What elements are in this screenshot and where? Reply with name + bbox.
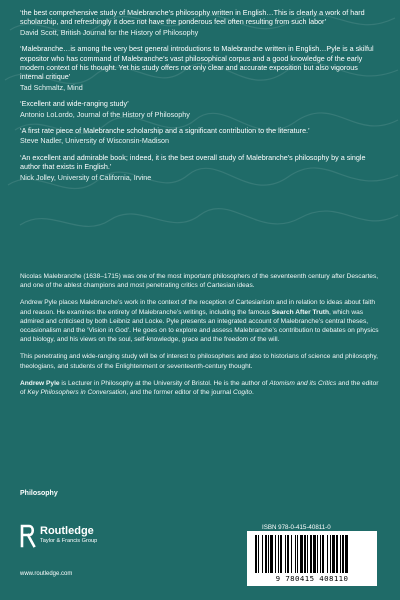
barcode-bar [317,535,318,573]
barcode-bar [278,535,279,573]
author-bio [20,379,380,397]
quote-source: Nick Jolley, University of California, Irvine [20,172,152,182]
quote-text: ‘An excellent and admirable book; indeed, it is the best overall study of Malebranche’s philosophy by a single author that exists in English.’ [20,152,366,172]
review-quote [20,44,380,92]
review-quote [20,153,380,182]
journal-title: Cogito [232,389,253,397]
barcode-bar [291,535,292,573]
barcode-bar [310,535,312,573]
barcode-bar [280,535,282,573]
book-title-search-after-truth: Search After Truth [271,308,329,316]
review-quote [20,99,380,119]
barcode-bar [295,535,296,573]
barcode-bar [330,535,331,573]
publisher-name: Routledge [40,525,94,537]
quote-source: Steve Nadler, University of Wisconsin-Madison [20,136,169,146]
isbn-label: ISBN 978-0-415-40811-0 [262,524,331,531]
barcode-bar [255,535,257,573]
author-name: Andrew Pyle [20,379,60,387]
description-paragraph [20,298,380,344]
barcode-bar [313,535,316,573]
barcode-bars [247,531,377,575]
publisher-subtitle: Taylor & Francis Group [40,538,98,544]
barcode-bar [265,535,267,573]
description-paragraph: Nicolas Malebranche (1638–1715) was one of the most important philosophers of the seventeenth century after Descartes, and one of the ablest champions and most penetrating critics of Cartesian ideas. [20,273,379,290]
review-quote [20,126,380,146]
barcode-bar [275,535,276,573]
publisher-website[interactable]: www.routledge.com [20,571,73,577]
barcode-bar [270,535,273,573]
barcode-bar [285,535,286,573]
quote-text: ‘Excellent and wide-ranging study’ [20,99,129,109]
barcode-bar [258,535,259,573]
quote-text: ‘the best comprehensive study of Malebranche’s philosophy written in English…This is clearly a work of hard scholarship, and refreshingly it does not have the ponderous feel often resulting from such labor’ [20,8,365,27]
barcode-bar [332,535,335,573]
barcode-bar [268,535,269,573]
quote-text: ‘A first rate piece of Malebranche scholarship and a significant contribution to the literature.’ [20,126,310,136]
barcode-bar [307,535,308,573]
barcode-bar [287,535,289,573]
author-book-title: Key Philosophers in Conversation [27,389,127,397]
description-text: , which was admired and criticised by both Leibniz and Locke. Pyle presents an integrated account of Malebranche’s central theses, occasionalism and the ‘Vision in God’. He goes on to explore and assess Malebranche’s contribution to debates on physics and biology, and his views on the soul, self-knowledge, grace and the freedom of the will. [20,308,379,344]
barcode-bar [297,535,298,573]
routledge-r-logo-icon [20,524,36,548]
barcode-number: 9 780415 408110 [275,574,349,583]
description-paragraph: This penetrating and wide-ranging study will be of interest to philosophers and also to historians of science and philosophy, theologians, and students of the Enlightenment or seventeenth-century thought. [20,353,378,370]
quote-source: David Scott, British Journal for the History of Philosophy [20,27,199,37]
author-bio-text: , and the former editor of the journal [126,389,233,397]
author-book-title: Atomism and its Critics [269,379,337,387]
barcode [247,531,377,586]
review-quotes [20,8,380,189]
book-description [20,272,380,405]
author-bio-text: . [252,389,254,397]
subject-category: Philosophy [20,490,58,497]
quote-text: ‘Malebranche…is among the very best general introductions to Malebranche written in English…Pyle is a skilful expositor who has command of Malebranche’s vast philosophical corpus and a good knowledge of the early modern context of his thought. Yet his study offers not only clear and accurate exposition but also vigorous internal critique’ [20,44,374,82]
quote-source: Tad Schmaltz, Mind [20,82,83,92]
description-text: Andrew Pyle places Malebranche’s work in the context of the reception of Cartesianism and in relation to ideas about faith and reason. He examines the entirety of Malebranche’s writings, including the famous [20,299,376,316]
barcode-bar [340,535,341,573]
quote-source: Antonio LoLordo, Journal of the History of Philosophy [20,109,190,119]
barcode-bar [320,535,321,573]
barcode-bar [345,535,348,573]
publisher-logo [20,524,160,550]
barcode-bar [300,535,303,573]
author-bio-text: and the editor of [20,379,379,397]
review-quote [20,8,380,37]
barcode-bar [327,535,328,573]
barcode-bar [304,535,306,573]
barcode-bar [322,535,324,573]
barcode-bar [262,535,263,573]
author-bio-text: is Lecturer in Philosophy at the University of Bristol. He is the author of [59,379,270,387]
barcode-bar [336,535,338,573]
barcode-bar [342,535,344,573]
